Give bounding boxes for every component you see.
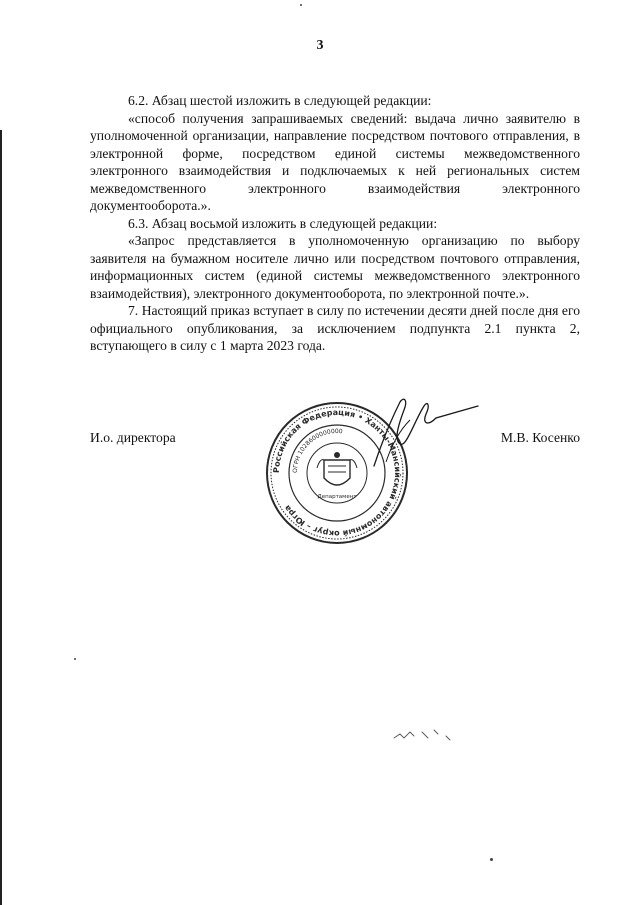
scan-speck bbox=[300, 4, 302, 6]
page-edge-line bbox=[0, 130, 2, 905]
paragraph-6-2: 6.2. Абзац шестой изложить в следующей редакции: bbox=[128, 93, 432, 108]
seal-center-text: Департамент bbox=[317, 494, 357, 500]
handwritten-signature bbox=[370, 392, 490, 472]
signatory-title: И.о. директора bbox=[90, 430, 176, 445]
seal-outer-text: Российская Федерация • Ханты-Мансийский автономный округ – Югра bbox=[271, 407, 403, 539]
scan-speck bbox=[490, 858, 493, 861]
signatory-name: М.В. Косенко bbox=[500, 430, 580, 445]
document-body bbox=[90, 92, 580, 355]
paragraph-6-3-quote: «Запрос представляется в уполномоченную организацию по выбору заявителя на бумажном носителе лично или посредством почтового отправления, информационных систем (единой системы межведомственного электронного взаимодействия), электронного документооборота, по электронной почте.». bbox=[90, 233, 580, 301]
scan-speck bbox=[74, 658, 76, 660]
coat-of-arms-icon bbox=[317, 452, 357, 485]
seal-inner-text: ОГРН 1028600000000 bbox=[291, 427, 343, 474]
paragraph-6-3: 6.3. Абзац восьмой изложить в следующей редакции: bbox=[128, 215, 438, 231]
scan-mark bbox=[392, 722, 462, 744]
page-number: 3 bbox=[316, 38, 324, 53]
paragraph-6-2-quote: «способ получения запрашиваемых сведений: выдача лично заявителю в уполномоченной организации, направление посредством почтового отправления, в электронной форме, посредством единой системы межведомственного электронного взаимодействия и подключаемых к ней региональных систем межведомственного электронного взаимодействия электронного документооборота.». bbox=[90, 110, 580, 213]
paragraph-7: 7. Настоящий приказ вступает в силу по истечении десяти дней после дня его официального опубликования, за исключением подпункта 2.1 пункта 2, вступающего в силу с 1 марта 2023 года. bbox=[90, 303, 580, 353]
